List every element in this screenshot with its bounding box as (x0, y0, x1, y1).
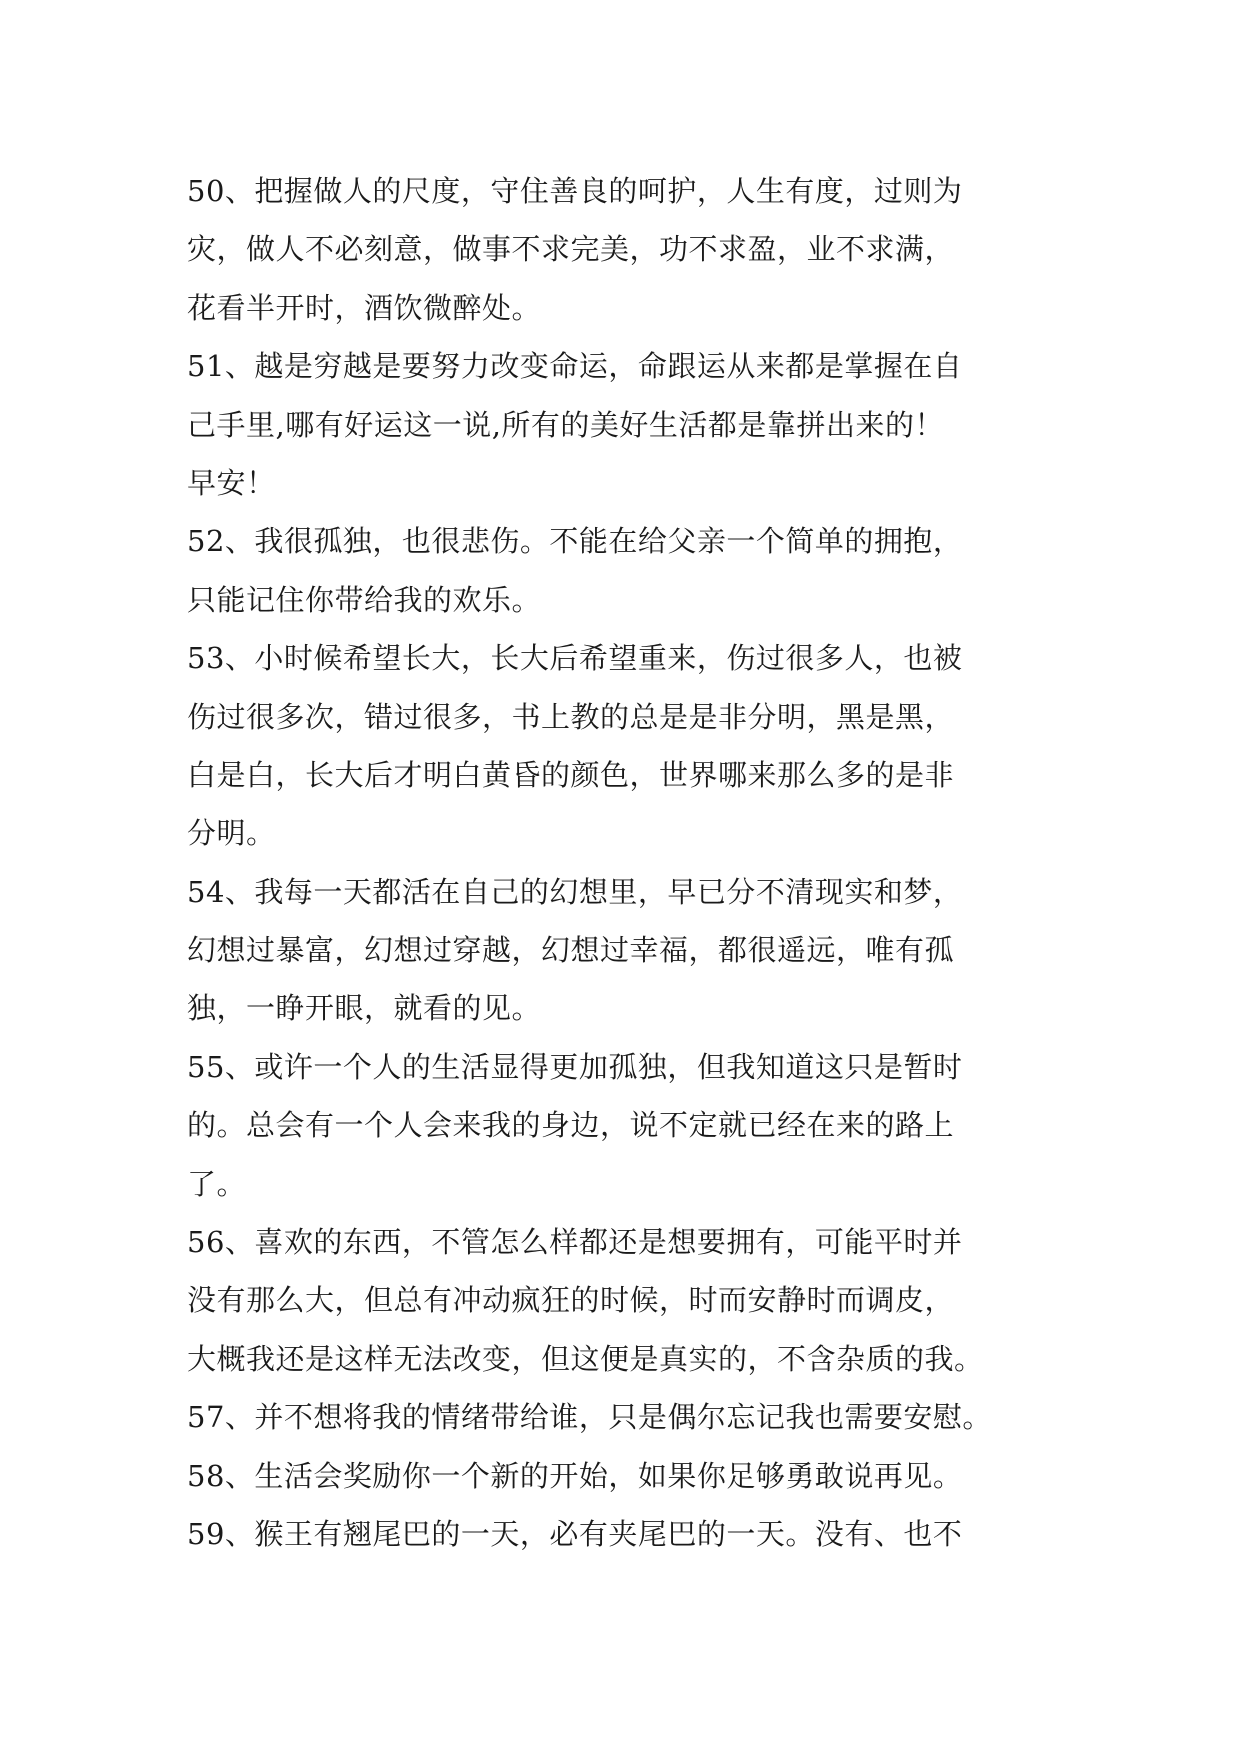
text-line: 的。总会有一个人会来我的身边，说不定就已经在来的路上 (187, 1108, 955, 1143)
text-line: 独，一睁开眼，就看的见。 (187, 991, 542, 1026)
text-line: 幻想过暴富，幻想过穿越，幻想过幸福，都很遥远，唯有孤 (187, 933, 955, 968)
text-line: 只能记住你带给我的欢乐。 (187, 582, 542, 617)
text-line: 伤过很多次，错过很多，书上教的总是是非分明，黑是黑， (187, 699, 955, 734)
text-line: 早安！ (187, 465, 276, 500)
text-line: 56、喜欢的东西，不管怎么样都还是想要拥有，可能平时并 (187, 1225, 963, 1260)
text-line: 己手里,哪有好运这一说,所有的美好生活都是靠拼出来的！ (187, 407, 944, 442)
text-line: 花看半开时，酒饮微醉处。 (187, 290, 542, 325)
text-line: 灾，做人不必刻意，做事不求完美，功不求盈，业不求满， (187, 232, 955, 267)
text-line: 51、越是穷越是要努力改变命运，命跟运从来都是掌握在自 (187, 349, 963, 384)
text-line: 54、我每一天都活在自己的幻想里，早已分不清现实和梦， (187, 874, 963, 909)
text-line: 55、或许一个人的生活显得更加孤独，但我知道这只是暂时 (187, 1049, 963, 1084)
document-body (187, 162, 1087, 1563)
text-line: 52、我很孤独，也很悲伤。不能在给父亲一个简单的拥抱， (187, 524, 963, 559)
text-line: 白是白，长大后才明白黄昏的颜色，世界哪来那么多的是非 (187, 757, 955, 792)
text-line: 了。 (187, 1166, 247, 1201)
text-line: 57、并不想将我的情绪带给谁，只是偶尔忘记我也需要安慰。 (187, 1400, 992, 1435)
text-line: 大概我还是这样无法改变，但这便是真实的，不含杂质的我。 (187, 1341, 984, 1376)
text-line: 分明。 (187, 816, 276, 851)
text-line: 58、生活会奖励你一个新的开始，如果你足够勇敢说再见。 (187, 1458, 963, 1493)
text-line: 59、猴王有翘尾巴的一天，必有夹尾巴的一天。没有、也不 (187, 1516, 963, 1551)
text-line: 53、小时候希望长大，长大后希望重来，伤过很多人，也被 (187, 641, 963, 676)
text-line: 没有那么大，但总有冲动疯狂的时候，时而安静时而调皮， (187, 1283, 955, 1318)
text-line: 50、把握做人的尺度，守住善良的呵护，人生有度，过则为 (187, 174, 963, 208)
